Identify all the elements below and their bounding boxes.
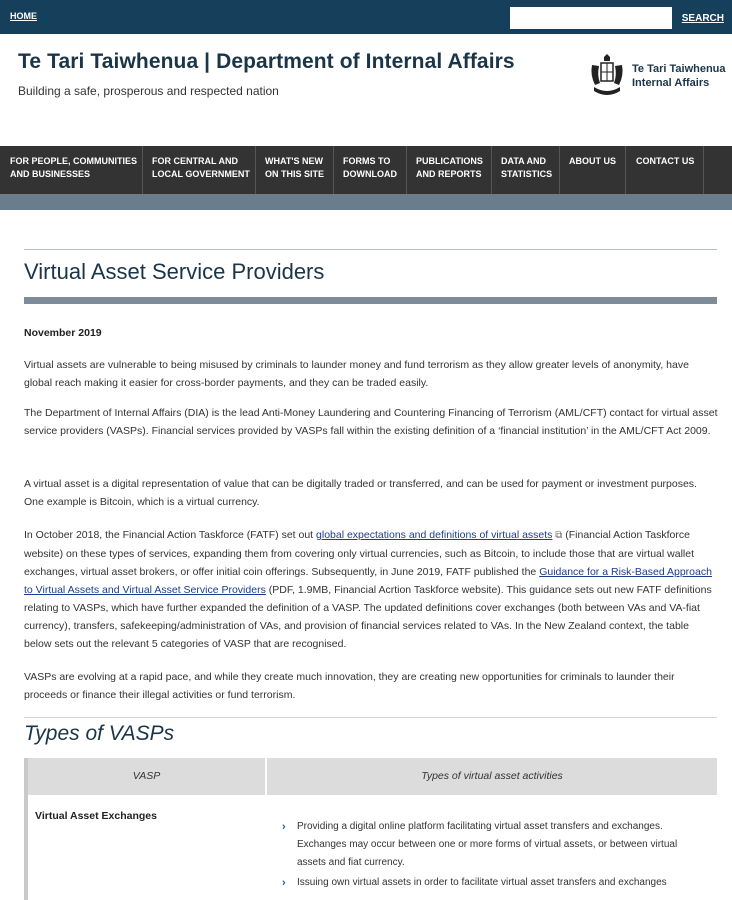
page-title: Virtual Asset Service Providers xyxy=(24,259,325,284)
nav-item-publications-reports[interactable]: PUBLICATIONS AND REPORTS xyxy=(416,156,483,179)
dia-logo[interactable] xyxy=(586,53,726,101)
nav-item-forms-download[interactable]: FORMS TO DOWNLOAD xyxy=(343,156,397,179)
nav-item-data-statistics[interactable]: DATA AND STATISTICS xyxy=(501,156,553,179)
dia-role-paragraph: The Department of Internal Affairs (DIA) is the lead Anti-Money Laundering and Countering Financing of Terrorism (AML/CFT) contact for virtual asset service providers (VASPs). Financial services provided by VASPs fall within the existing definition of a ‘financial institution’ in the AML/CFT Act 2009. xyxy=(24,407,718,437)
fatf-expectations-link[interactable]: global expectations and definitions of virtual assets xyxy=(316,529,553,541)
logo-line-2: Internal Affairs xyxy=(632,77,710,89)
chevron-right-icon: › xyxy=(282,821,286,833)
nav-item-whats-new[interactable]: WHAT'S NEW ON THIS SITE xyxy=(265,156,325,179)
logo-line-1: Te Tari Taiwhenua xyxy=(632,63,726,75)
section-heading-types-of-vasps: Types of VASPs xyxy=(24,722,175,745)
nav-item-people-communities[interactable]: FOR PEOPLE, COMMUNITIES AND BUSINESSES xyxy=(10,156,138,179)
site-tagline: Building a safe, prosperous and respected nation xyxy=(18,84,279,98)
virtual-asset-definition-paragraph: A virtual asset is a digital representation of value that can be digitally traded or transferred, and can be used for payment or investment purposes. One example is Bitcoin, which is a virtual currency. xyxy=(24,478,697,508)
nav-item-contact-us[interactable]: CONTACT US xyxy=(636,156,695,166)
coat-of-arms-icon xyxy=(586,53,628,99)
divider xyxy=(24,717,717,718)
search-input[interactable] xyxy=(510,7,672,29)
divider xyxy=(24,249,717,250)
external-link-icon: ⧉ xyxy=(552,530,563,541)
fatf-paragraph: In October 2018, the Financial Action Taskforce (FATF) set out global expectations and definitions of virtual assets ⧉ (Financial Action Taskforce website) on these types of services, expanding them from covering only virtual currencies, such as Bitcoin, to include those that are virtual wallet exchanges, virtual asset brokers, or offer initial coin offerings. Subsequently, in June 2019, FATF published the Guidance for a Risk-Based Approach to Virtual Assets and Virtual Asset Service Providers (PDF, 1.9MB, Financial Acrtion Taskforce website). This guidance sets out new FATF definitions relating to VASPs, which have further expanded the definition of a VASP. The updated definitions cover exchanges (both between VAs and VA-fiat currency), transfers, safekeeping/administration of VAs, and provision of financial services related to VAs. In the New Zealand context, the table below sets out the relevant 5 categories of VASP that are recognised. xyxy=(24,529,712,650)
chevron-right-icon: › xyxy=(282,877,286,889)
nav-item-about-us[interactable]: ABOUT US xyxy=(569,156,616,166)
title-underline xyxy=(24,297,717,304)
main-navigation xyxy=(0,146,732,194)
home-link[interactable]: HOME xyxy=(10,11,37,21)
list-item: › Issuing own virtual assets in order to facilitate virtual asset transfers and exchanges xyxy=(282,874,702,892)
nav-subbar xyxy=(0,194,732,210)
list-item: › Providing a digital online platform facilitating virtual asset transfers and exchanges. Exchanges may occur between one or more forms of virtual assets, or between virtual assets and fiat currency. xyxy=(282,818,702,872)
site-title[interactable]: Te Tari Taiwhenua | Department of Internal Affairs xyxy=(18,50,515,73)
publish-date: November 2019 xyxy=(24,327,102,339)
top-utility-bar xyxy=(0,0,732,34)
evolving-vasps-paragraph: VASPs are evolving at a rapid pace, and while they create much innovation, they are creating new opportunities for criminals to launder their proceeds or finance their illegal activities or fund terrorism. xyxy=(24,671,675,701)
fatf-guidance-link[interactable]: Guidance for a Risk-Based Approach to Virtual Assets and Virtual Asset Service Providers xyxy=(24,566,712,596)
table-header-activities: Types of virtual asset activities xyxy=(267,758,717,795)
table-cell-vasp: Virtual Asset Exchanges xyxy=(35,810,157,822)
search-button[interactable]: SEARCH xyxy=(674,7,732,29)
nav-item-central-local-government[interactable]: FOR CENTRAL AND LOCAL GOVERNMENT xyxy=(152,156,250,179)
intro-paragraph: Virtual assets are vulnerable to being misused by criminals to launder money and fund terrorism as they allow greater levels of anonymity, have global reach making it easier for cross-border payments, and they can be traded easily. xyxy=(24,359,689,389)
table-header-vasp: VASP xyxy=(28,758,265,795)
vasp-types-table xyxy=(24,758,717,900)
